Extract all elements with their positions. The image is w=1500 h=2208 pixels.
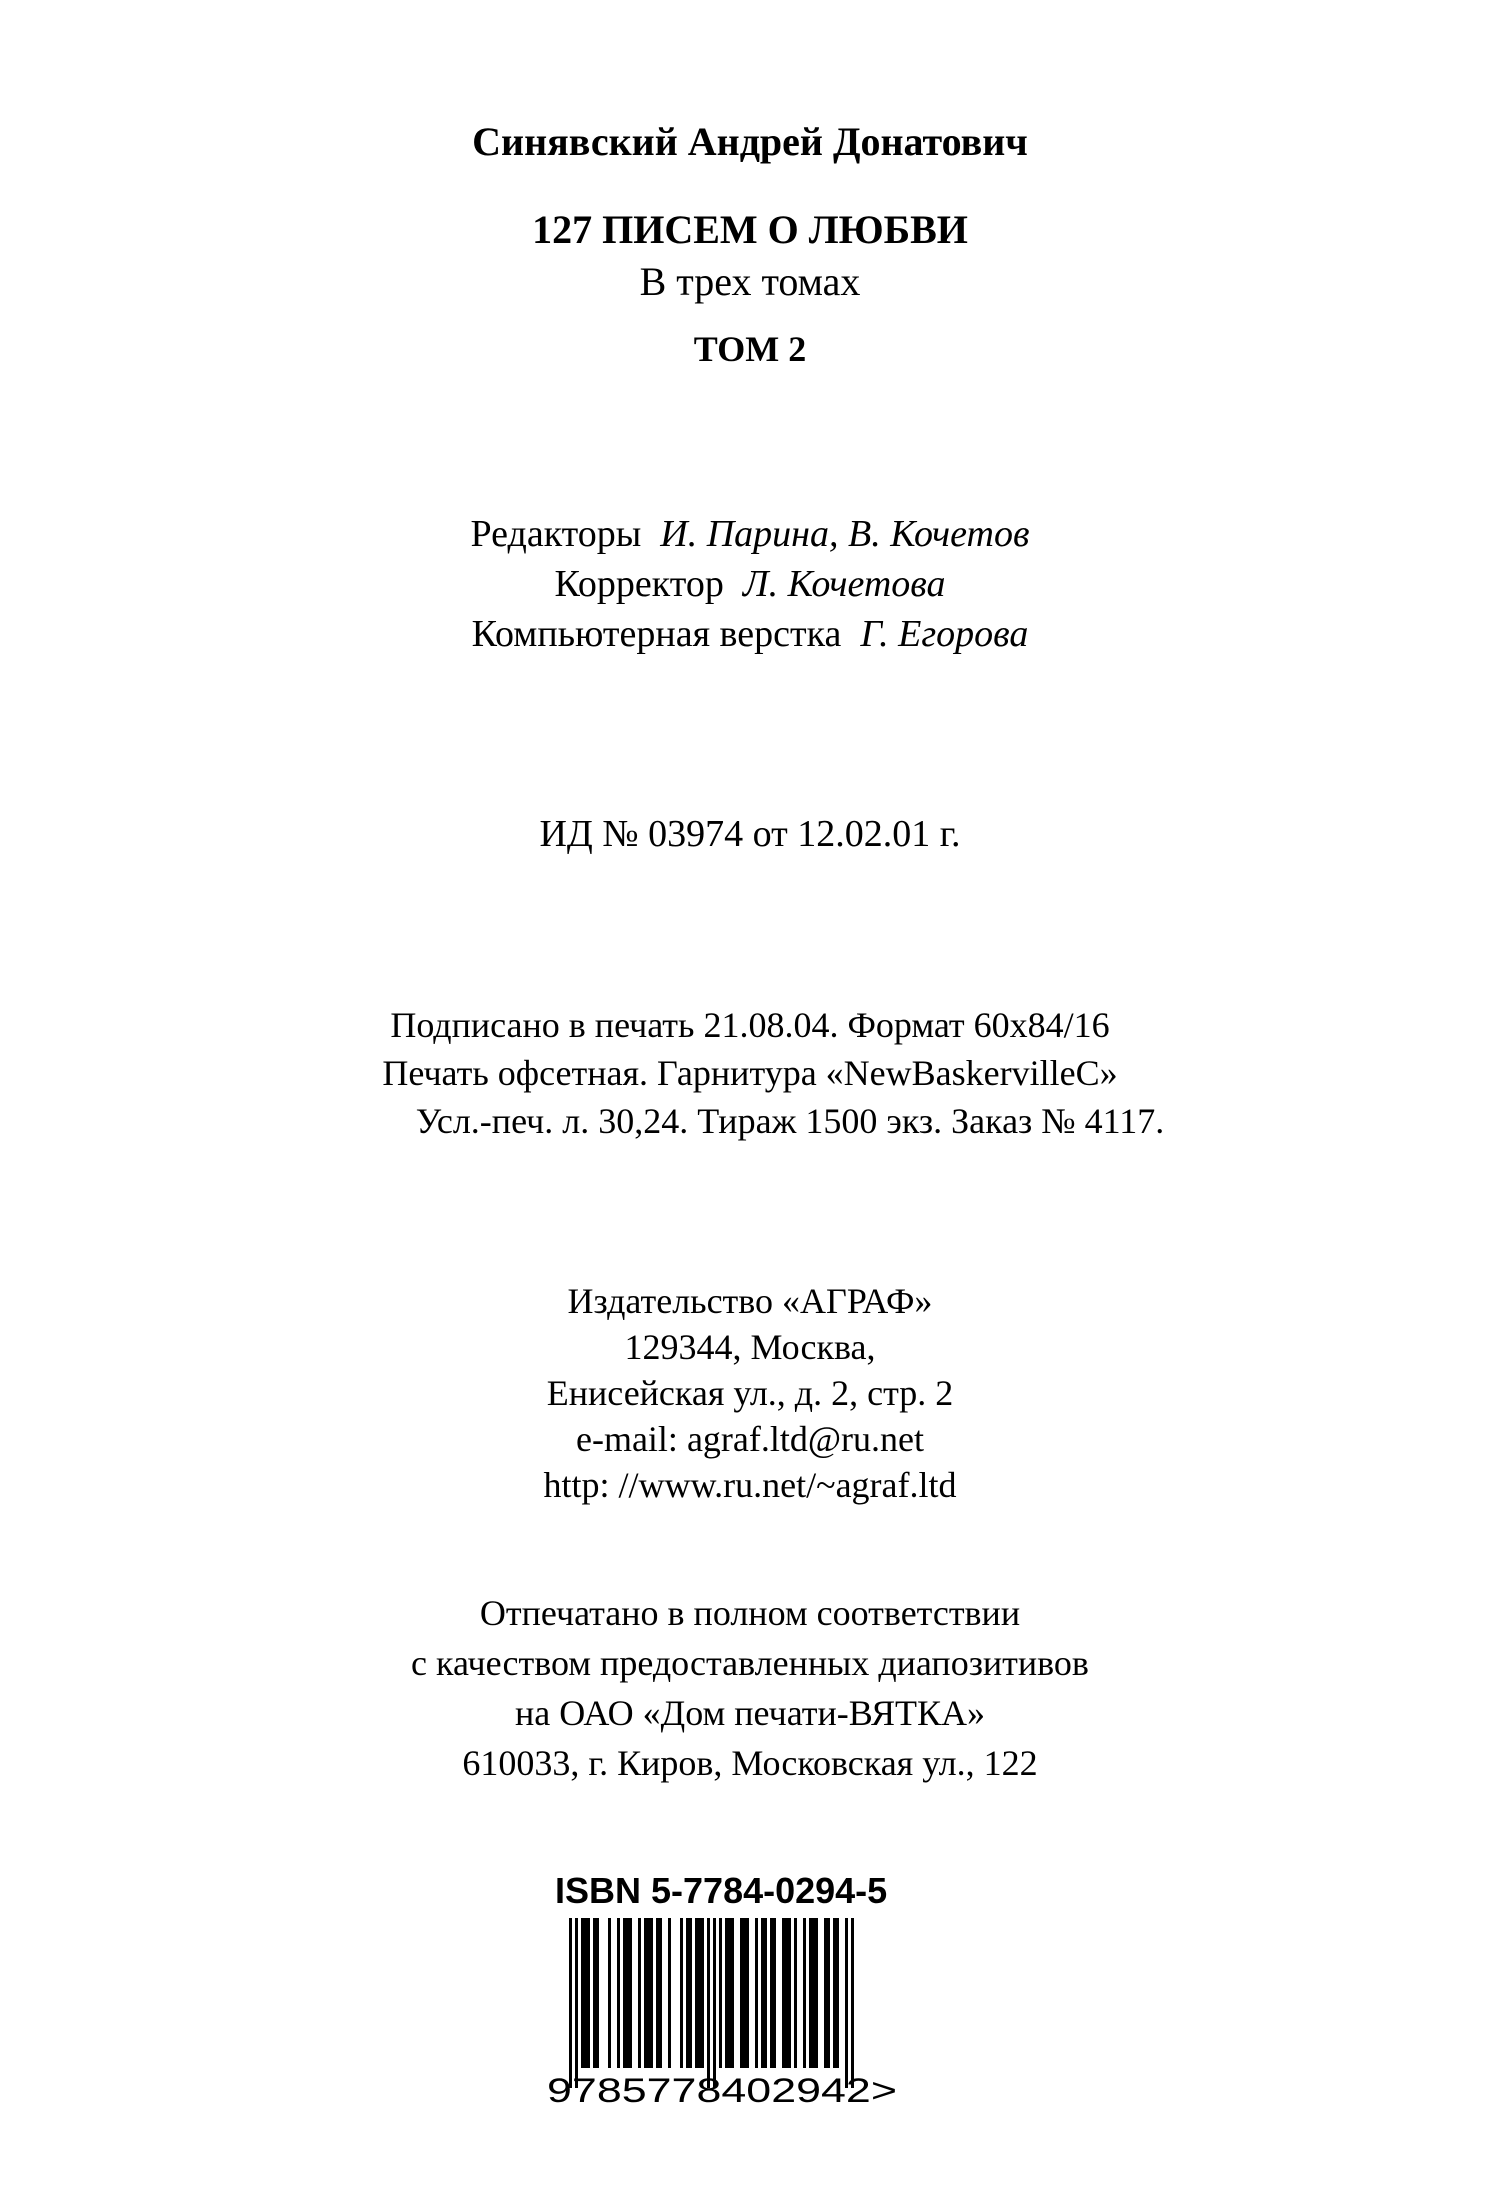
barcode-bar xyxy=(713,1918,716,2088)
barcode xyxy=(545,1918,925,2108)
barcode-bar xyxy=(689,1918,692,2068)
barcode-bar xyxy=(569,1918,572,2088)
credit-role: Редакторы xyxy=(470,513,642,555)
barcode-bar xyxy=(761,1918,764,2068)
barcode-bar xyxy=(809,1918,812,2068)
barcode-bar xyxy=(596,1918,599,2068)
barcode-bar xyxy=(812,1918,815,2068)
barcode-bar xyxy=(701,1918,704,2068)
barcode-bar xyxy=(815,1918,818,2068)
barcode-bar xyxy=(698,1918,701,2068)
barcode-bar xyxy=(773,1918,776,2068)
barcode-bar xyxy=(575,1918,578,2088)
barcode-bar xyxy=(581,1918,584,2068)
publisher-line: Енисейская ул., д. 2, стр. 2 xyxy=(546,1373,954,1413)
credit-editors xyxy=(0,512,1500,556)
credit-names: Л. Кочетова xyxy=(742,563,946,605)
barcode-bar xyxy=(755,1918,758,2068)
book-title: 127 ПИСЕМ О ЛЮБВИ xyxy=(532,207,968,252)
barcode-bar xyxy=(770,1918,773,2068)
barcode-bar xyxy=(785,1918,788,2068)
print-info-line: Усл.-печ. л. 30,24. Тираж 1500 экз. Заказ № 4117. xyxy=(415,1101,1165,1141)
barcode-bar xyxy=(794,1918,797,2068)
publisher-line: 129344, Москва, xyxy=(624,1327,876,1367)
barcode-bar xyxy=(803,1918,806,2068)
printer-line: Отпечатано в полном соответствии xyxy=(479,1593,1021,1633)
barcode-bar xyxy=(695,1918,698,2068)
credit-layout xyxy=(0,612,1500,656)
isbn-block xyxy=(0,1870,1500,2208)
barcode-bar xyxy=(659,1918,662,2068)
barcode-bar xyxy=(626,1918,629,2068)
publisher-website: http: //www.ru.net/~agraf.ltd xyxy=(543,1465,957,1505)
publisher-line: Издательство «АГРАФ» xyxy=(567,1281,933,1321)
barcode-bar xyxy=(851,1918,854,2088)
credit-names: И. Парина, В. Кочетов xyxy=(660,513,1030,555)
barcode-bar xyxy=(623,1918,626,2068)
barcode-bar xyxy=(764,1918,767,2068)
credit-corrector xyxy=(0,562,1500,606)
barcode-bar xyxy=(719,1918,722,2068)
barcode-bar xyxy=(650,1918,653,2068)
license-number: ИД № 03974 от 12.02.01 г. xyxy=(539,813,961,855)
barcode-bar xyxy=(788,1918,791,2068)
print-info-line: Печать офсетная. Гарнитура «NewBaskervilleC» xyxy=(382,1053,1118,1093)
printer-line: 610033, г. Киров, Московская ул., 122 xyxy=(462,1743,1038,1783)
barcode-bar xyxy=(836,1918,839,2068)
barcode-bar xyxy=(656,1918,659,2068)
barcode-bar xyxy=(824,1918,827,2068)
isbn-label: ISBN 5-7784-0294-5 xyxy=(555,1870,888,1911)
barcode-bar xyxy=(638,1918,641,2068)
credit-role: Корректор xyxy=(554,563,724,605)
barcode-bar xyxy=(686,1918,689,2068)
barcode-bar xyxy=(707,1918,710,2088)
barcode-bar xyxy=(593,1918,596,2068)
barcode-bar xyxy=(746,1918,749,2068)
barcode-bar xyxy=(725,1918,728,2068)
barcode-bar xyxy=(827,1918,830,2068)
barcode-bar xyxy=(782,1918,785,2068)
author-name: Синявский Андрей Донатович xyxy=(472,119,1028,164)
barcode-bar xyxy=(668,1918,671,2068)
barcode-bar xyxy=(629,1918,632,2068)
barcode-digits: 9785778402942> xyxy=(547,2072,897,2108)
barcode-bar xyxy=(845,1918,848,2088)
barcode-bar xyxy=(587,1918,590,2068)
publisher-email: e-mail: agraf.ltd@ru.net xyxy=(575,1419,924,1459)
barcode-bar xyxy=(644,1918,647,2068)
barcode-bar xyxy=(608,1918,611,2068)
barcode-bar xyxy=(731,1918,734,2068)
volume-label: ТОМ 2 xyxy=(693,329,807,369)
printer-line: на ОАО «Дом печати-ВЯТКА» xyxy=(514,1693,986,1733)
barcode-bar xyxy=(680,1918,683,2068)
printer-line: с качеством предоставленных диапозитивов xyxy=(411,1643,1089,1683)
print-info-line: Подписано в печать 21.08.04. Формат 60x84/16 xyxy=(390,1005,1110,1045)
credit-role: Компьютерная верстка xyxy=(471,613,842,655)
barcode-bar xyxy=(728,1918,731,2068)
book-subtitle: В трех томах xyxy=(639,259,861,304)
barcode-bar xyxy=(647,1918,650,2068)
barcode-bar xyxy=(743,1918,746,2068)
credit-names: Г. Егорова xyxy=(860,613,1029,655)
barcode-bar xyxy=(617,1918,620,2068)
barcode-bar xyxy=(740,1918,743,2068)
barcode-bar xyxy=(833,1918,836,2068)
barcode-bar xyxy=(584,1918,587,2068)
